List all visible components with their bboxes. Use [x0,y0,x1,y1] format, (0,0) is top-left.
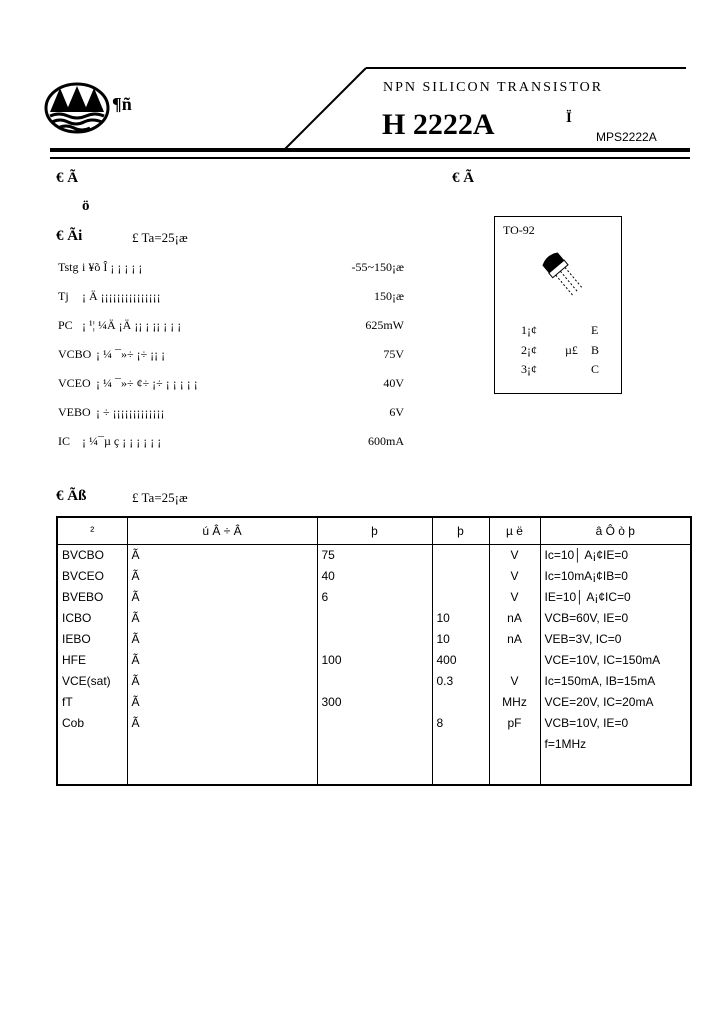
cell-cond: Ic=10mA¡¢IB=0 [540,566,691,587]
subtitle: NPN SILICON TRANSISTOR [383,80,604,95]
cell-min [317,713,432,734]
cell-unit: V [489,587,540,608]
cell-param: Cob [62,716,85,730]
cell-min: 300 [317,692,432,713]
mark-glyph: Ï [566,110,572,126]
section-sub-features: ö [82,198,90,214]
cell-unit: V [489,566,540,587]
rating-value: 625mW [365,318,404,332]
cell-param: BVEBO [62,590,104,604]
table-row [57,671,691,692]
cell-sym: Ã [127,566,317,587]
cell-sym: Ã [127,608,317,629]
cell-sym: Ã [127,587,317,608]
table-row [57,713,691,734]
rating-symbol: Tstg [58,260,79,274]
package-box [494,216,622,394]
cell-max [432,545,489,567]
cell-cond: f=1MHz [540,734,691,755]
cell-min [317,629,432,650]
pin-number: 3¡¢ [521,362,537,376]
table-row [57,545,691,567]
cell-unit: V [489,671,540,692]
cell-param: BVCBO [62,548,105,562]
rating-value: 75V [383,347,404,361]
to92-package-icon [531,247,591,307]
ratings-condition: £ Ta=25¡æ [132,230,188,245]
rating-row [58,434,404,454]
rating-row [58,347,404,367]
cell-unit: pF [489,713,540,734]
pin-row [521,343,601,358]
header-unit: µ ë [489,517,540,545]
table-header-row [57,517,691,545]
cell-max [432,692,489,713]
cell-cond: IE=10│ A¡¢IC=0 [540,587,691,608]
header-conditions: â Ô ò þ [540,517,691,545]
rating-symbol: VCBO [58,347,92,361]
rating-row [58,260,404,280]
cell-min: 6 [317,587,432,608]
rating-value: 600mA [368,434,404,448]
electrical-characteristics-table [56,516,692,786]
cell-cond: VCB=60V, IE=0 [540,608,691,629]
table-row-filler [57,755,691,785]
table-row [57,692,691,713]
table-row [57,587,691,608]
part-number: H 2222A [382,108,495,141]
cell-max: 8 [432,713,489,734]
rating-row [58,318,404,338]
cell-max: 10 [432,629,489,650]
pin-number: 1¡¢ [521,323,537,337]
rating-symbol: PC [58,318,73,332]
header-symbol: ú Â ÷ Â [127,517,317,545]
rating-desc: ¡ ¼¯µ ç ¡ ¡ ¡ ¡ ¡ ¡ [82,434,162,448]
cell-max [432,734,489,755]
pin-symbol: E [591,323,599,337]
cell-cond: VEB=3V, IC=0 [540,629,691,650]
rating-desc: ¡ ¼ ¯»÷ ¢÷ ¡÷ ¡ ¡ ¡ ¡ ¡ [96,376,198,390]
cell-cond: VCE=10V, IC=150mA [540,650,691,671]
rating-desc: ¡ ÷ ¡¡¡¡¡¡¡¡¡¡¡¡¡ [96,405,165,419]
rating-symbol: VCEO [58,376,91,390]
pin-symbol: B [591,343,600,357]
cell-min: 75 [317,545,432,567]
cell-cond: VCB=10V, IE=0 [540,713,691,734]
pin-symbol: C [591,362,600,376]
cell-param: fT [62,695,73,709]
cell-unit: V [489,545,540,567]
cell-unit: MHz [489,692,540,713]
cell-sym: Ã [127,629,317,650]
rating-symbol: VEBO [58,405,91,419]
cell-param: VCE(sat) [62,674,111,688]
table-row [57,629,691,650]
rating-symbol: Tj [58,289,69,303]
rating-symbol: IC [58,434,70,448]
header-max: þ [432,517,489,545]
pin-label: µ£ [565,343,578,357]
cell-min: 40 [317,566,432,587]
rating-desc: ¡ Ä ¡¡¡¡¡¡¡¡¡¡¡¡¡¡¡ [82,289,161,303]
table-row [57,650,691,671]
cell-sym: Ã [127,692,317,713]
cell-max: 10 [432,608,489,629]
table-row [57,566,691,587]
rating-desc: ¡ ¼ ¯»÷ ¡÷ ¡¡ ¡ [96,347,166,361]
section-heading-features: € Ã [56,170,79,186]
pin-row [521,362,601,377]
cell-sym: Ã [127,713,317,734]
rating-value: 150¡æ [374,289,404,303]
equivalent-part: MPS2222A [596,130,657,144]
header-parameter: ² [57,517,127,545]
rating-row [58,376,404,396]
rating-value: -55~150¡æ [351,260,404,274]
cell-param: IEBO [62,632,91,646]
cell-unit [489,650,540,671]
cell-unit: nA [489,608,540,629]
rating-desc: i ¥õ Î ¡ ¡ ¡ ¡ ¡ [82,260,143,274]
section-heading-package: € Ã [452,170,475,186]
package-name: TO-92 [503,223,535,237]
pin-row [521,323,601,338]
cell-unit: nA [489,629,540,650]
cell-min [317,734,432,755]
section-heading-ratings: € Ãi [56,228,83,244]
rating-value: 6V [389,405,404,419]
cell-min [317,608,432,629]
cell-min: 100 [317,650,432,671]
cell-sym: Ã [127,671,317,692]
cell-param: BVCEO [62,569,105,583]
table-row [57,734,691,755]
cell-max [432,566,489,587]
section-heading-electrical: € Ãß [56,488,87,504]
cell-sym: Ã [127,650,317,671]
rating-row [58,405,404,425]
cell-param: HFE [62,653,86,667]
table-row [57,608,691,629]
header-frame [0,0,720,170]
cell-unit [489,734,540,755]
cell-min [317,671,432,692]
header-min: þ [317,517,432,545]
logo-text: ¶ñ [112,94,132,114]
rating-row [58,289,404,309]
cell-cond: Ic=10│ A¡¢IE=0 [540,545,691,567]
cell-sym: Ã [127,545,317,567]
cell-param: ICBO [62,611,92,625]
cell-cond: Ic=150mA, IB=15mA [540,671,691,692]
cell-param [57,734,127,755]
cell-max [432,587,489,608]
electrical-condition: £ Ta=25¡æ [132,490,188,505]
rating-value: 40V [383,376,404,390]
pin-number: 2¡¢ [521,343,537,357]
cell-max: 400 [432,650,489,671]
cell-cond: VCE=20V, IC=20mA [540,692,691,713]
cell-sym [127,734,317,755]
rating-desc: ¡ ¹¦ ¼Ä ¡Ä ¡¡ ¡ ¡¡ ¡ ¡ ¡ [82,318,182,332]
cell-max: 0.3 [432,671,489,692]
